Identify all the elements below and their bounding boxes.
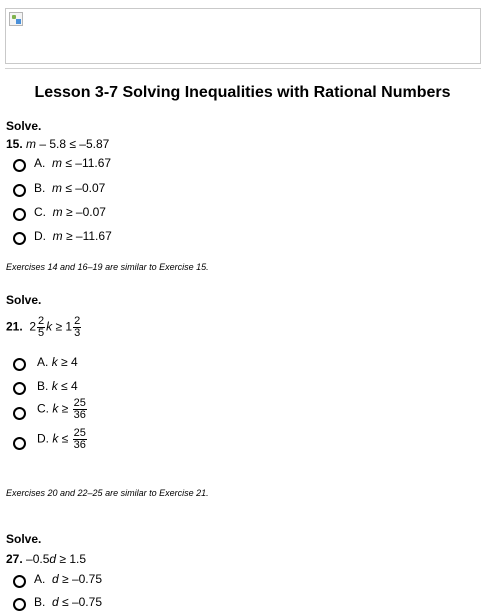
question-27 bbox=[6, 552, 86, 566]
broken-image-icon bbox=[9, 12, 23, 26]
option-letter: A. bbox=[34, 156, 46, 170]
option-letter: C. bbox=[34, 205, 46, 219]
option-15-b[interactable] bbox=[34, 181, 105, 195]
fraction bbox=[73, 316, 81, 339]
option-letter: C. bbox=[37, 401, 49, 416]
option-text: ≥ bbox=[58, 401, 72, 416]
option-15-d[interactable] bbox=[34, 229, 112, 243]
variable: k bbox=[52, 401, 59, 416]
variable: d bbox=[49, 552, 57, 566]
radio-15-d[interactable] bbox=[13, 232, 26, 245]
exercise-note-21: Exercises 20 and 22–25 are similar to Exercise 21. bbox=[6, 488, 209, 498]
variable: d bbox=[52, 572, 59, 586]
numerator: 2 bbox=[74, 315, 81, 327]
variable: k bbox=[52, 431, 59, 446]
radio-15-c[interactable] bbox=[13, 208, 26, 221]
option-text: ≥ –0.75 bbox=[58, 572, 102, 586]
radio-21-d[interactable] bbox=[13, 437, 26, 450]
expression: – 5.8 ≤ –5.87 bbox=[36, 137, 110, 151]
variable: m bbox=[52, 156, 63, 170]
question-number: 21. bbox=[6, 319, 23, 334]
option-21-d[interactable] bbox=[37, 428, 88, 451]
header-banner bbox=[5, 8, 481, 64]
option-21-b[interactable] bbox=[37, 379, 78, 393]
option-text: ≥ –11.67 bbox=[62, 229, 112, 243]
radio-15-b[interactable] bbox=[13, 184, 26, 197]
expression: ≥ 1.5 bbox=[56, 552, 87, 566]
numerator: 2 bbox=[38, 315, 45, 327]
option-21-c[interactable] bbox=[37, 398, 88, 421]
question-21 bbox=[6, 316, 82, 339]
denominator: 5 bbox=[38, 327, 45, 339]
fraction bbox=[73, 398, 87, 421]
radio-27-a[interactable] bbox=[13, 575, 26, 588]
exercise-note-15: Exercises 14 and 16–19 are similar to Exercise 15. bbox=[6, 262, 209, 272]
option-letter: B. bbox=[37, 379, 49, 393]
option-text: ≥ –0.07 bbox=[62, 205, 106, 219]
solve-label-15: Solve. bbox=[6, 119, 42, 133]
radio-21-c[interactable] bbox=[13, 407, 26, 420]
variable: k bbox=[51, 355, 58, 369]
option-letter: B. bbox=[34, 595, 46, 609]
page-title: Lesson 3-7 Solving Inequalities with Rational Numbers bbox=[34, 84, 451, 101]
option-text: ≤ –0.75 bbox=[58, 595, 102, 609]
option-15-c[interactable] bbox=[34, 205, 106, 219]
variable: m bbox=[26, 137, 37, 151]
numerator: 25 bbox=[73, 397, 86, 409]
expression-lead: –0.5 bbox=[22, 552, 50, 566]
variable: k bbox=[51, 379, 58, 393]
numerator: 25 bbox=[73, 427, 86, 439]
option-text: ≥ 4 bbox=[57, 355, 78, 369]
radio-15-a[interactable] bbox=[13, 159, 26, 172]
divider bbox=[5, 68, 481, 69]
option-15-a[interactable] bbox=[34, 156, 111, 170]
option-text: ≤ 4 bbox=[57, 379, 78, 393]
variable: m bbox=[52, 229, 63, 243]
option-letter: A. bbox=[37, 355, 49, 369]
question-number: 15. bbox=[6, 137, 23, 151]
solve-label-21: Solve. bbox=[6, 293, 42, 307]
fraction bbox=[37, 316, 45, 339]
variable: k bbox=[46, 319, 53, 334]
option-21-a[interactable] bbox=[37, 355, 78, 369]
radio-21-b[interactable] bbox=[13, 382, 26, 395]
question-number: 27. bbox=[6, 552, 23, 566]
variable: d bbox=[52, 595, 59, 609]
question-15 bbox=[6, 137, 109, 151]
radio-21-a[interactable] bbox=[13, 358, 26, 371]
variable: m bbox=[52, 181, 63, 195]
option-text: ≤ bbox=[58, 431, 72, 446]
option-27-a[interactable] bbox=[34, 572, 102, 586]
operator: ≥ 1 bbox=[52, 319, 73, 334]
option-letter: A. bbox=[34, 572, 46, 586]
option-letter: B. bbox=[34, 181, 46, 195]
mixed-whole: 2 bbox=[29, 319, 37, 334]
option-27-b[interactable] bbox=[34, 595, 102, 609]
solve-label-27: Solve. bbox=[6, 532, 42, 546]
fraction bbox=[73, 428, 87, 451]
denominator: 3 bbox=[74, 327, 81, 339]
variable: m bbox=[52, 205, 63, 219]
denominator: 36 bbox=[73, 409, 86, 421]
option-text: ≤ –0.07 bbox=[62, 181, 106, 195]
option-text: ≤ –11.67 bbox=[62, 156, 112, 170]
denominator: 36 bbox=[73, 439, 86, 451]
option-letter: D. bbox=[34, 229, 46, 243]
option-letter: D. bbox=[37, 431, 49, 446]
